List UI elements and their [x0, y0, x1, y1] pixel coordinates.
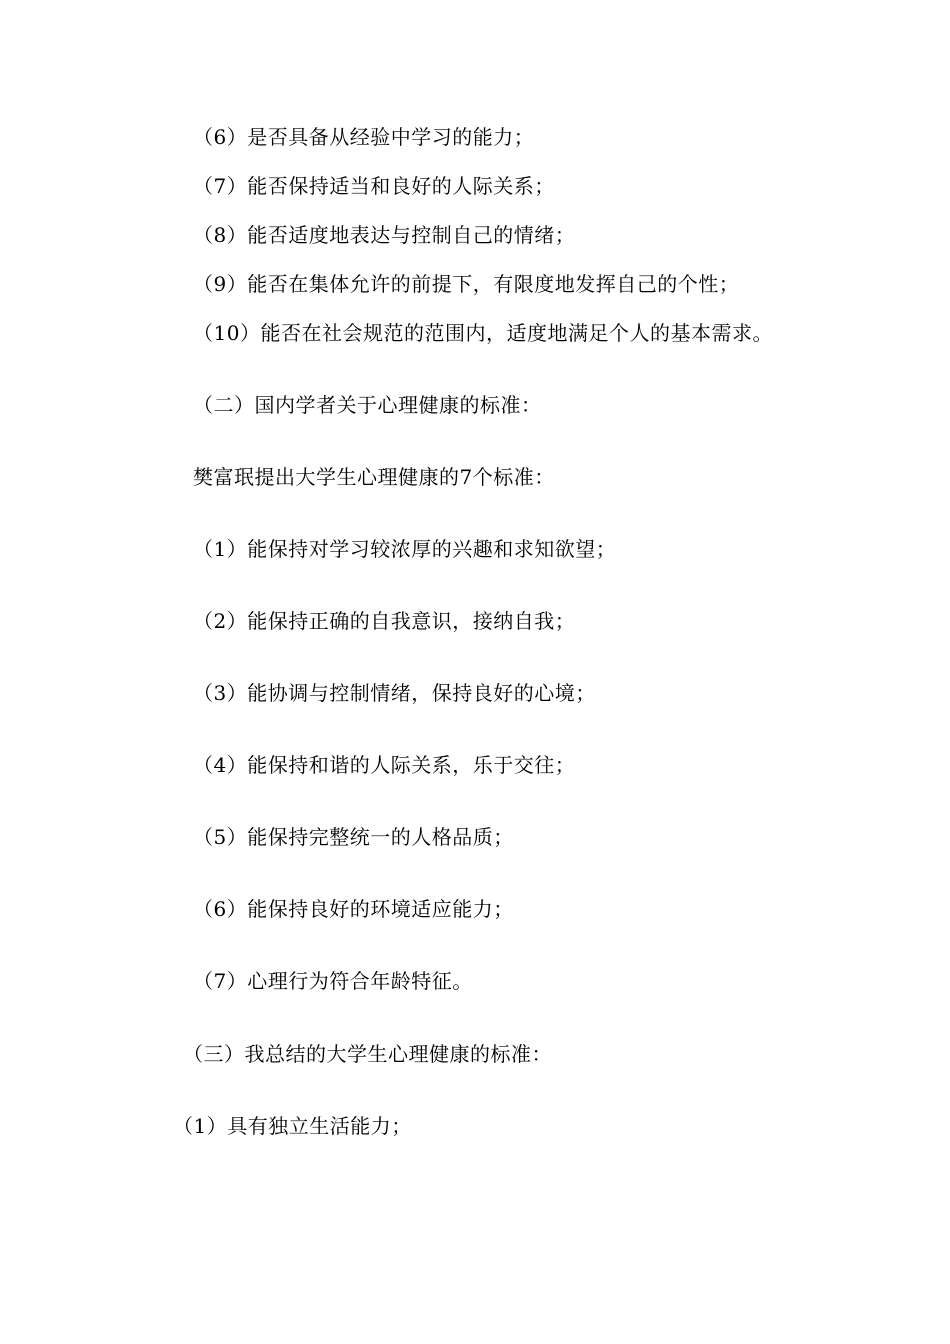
list-item: （8）能否适度地表达与控制自己的情绪； — [193, 223, 576, 247]
section-heading: （三）我总结的大学生心理健康的标准： — [183, 1042, 552, 1066]
list-item: （6）能保持良好的环境适应能力； — [193, 897, 514, 921]
list-item: （2）能保持正确的自我意识，接纳自我； — [193, 609, 576, 633]
list-item: （7）能否保持适当和良好的人际关系； — [193, 174, 555, 198]
list-item: （1）具有独立生活能力； — [173, 1114, 412, 1138]
list-item: （6）是否具备从经验中学习的能力； — [193, 125, 535, 149]
paragraph: 樊富珉提出大学生心理健康的7个标准： — [193, 465, 555, 489]
section-heading: （二）国内学者关于心理健康的标准： — [193, 393, 542, 417]
list-item: （7）心理行为符合年龄特征。 — [193, 969, 473, 993]
list-item: （10）能否在社会规范的范围内，适度地满足个人的基本需求。 — [193, 321, 773, 345]
list-item: （9）能否在集体允许的前提下，有限度地发挥自己的个性； — [193, 272, 740, 296]
list-item: （3）能协调与控制情绪，保持良好的心境； — [193, 681, 596, 705]
list-item: （4）能保持和谐的人际关系，乐于交往； — [193, 753, 576, 777]
list-item: （1）能保持对学习较浓厚的兴趣和求知欲望； — [193, 537, 617, 561]
list-item: （5）能保持完整统一的人格品质； — [193, 825, 514, 849]
